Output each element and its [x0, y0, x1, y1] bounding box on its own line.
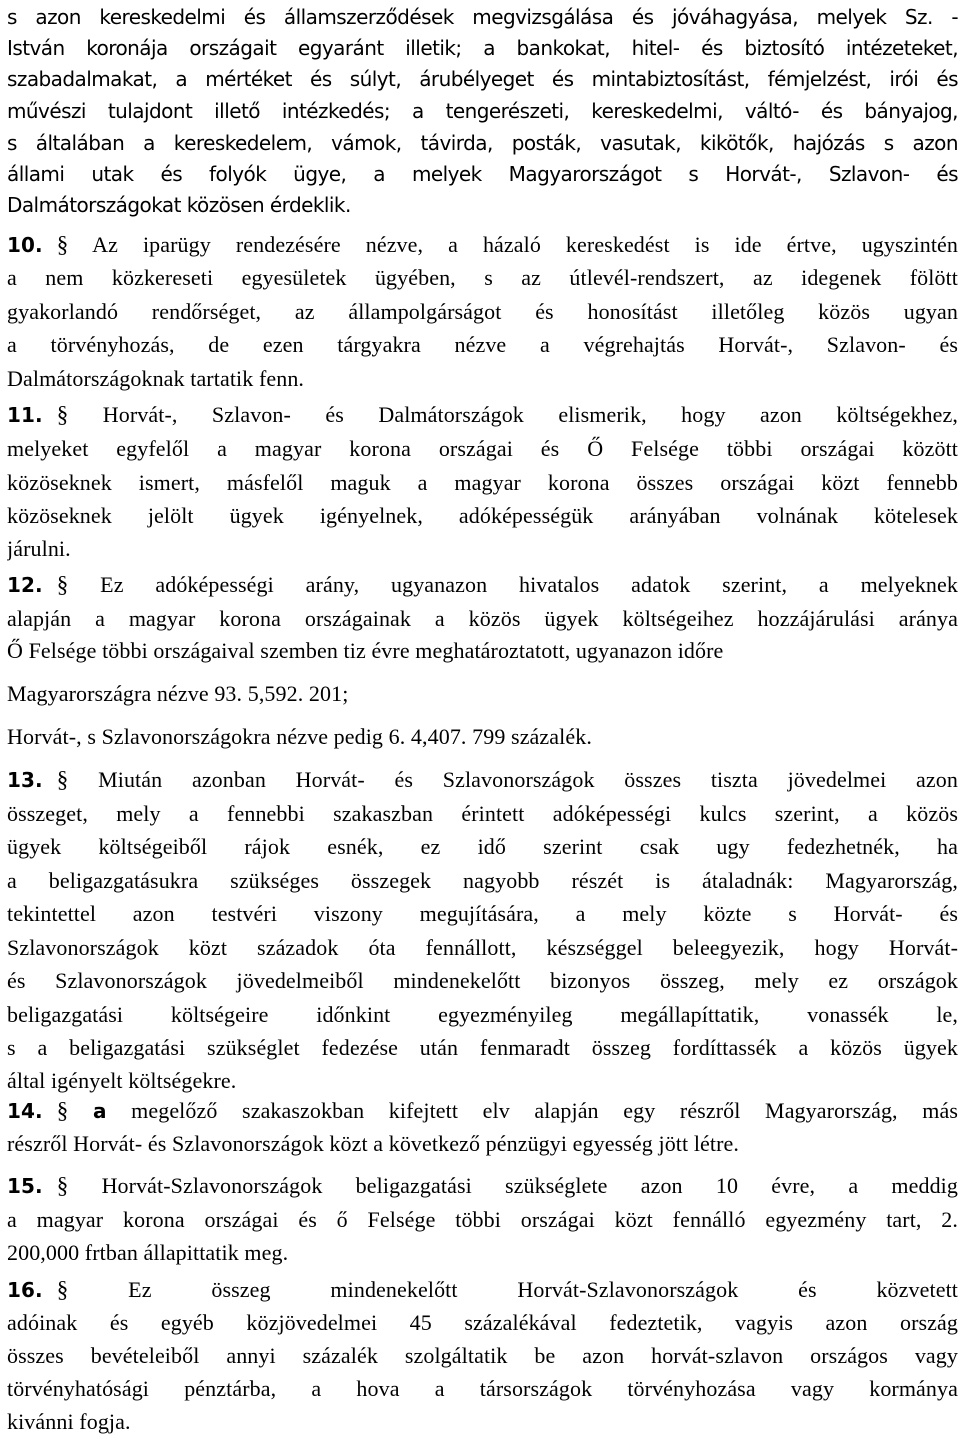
- section-line: ügyek költségeiből rájok esnék, ez idő szerint csak ugy fedezhetnék, ha: [7, 834, 958, 859]
- section-line: alapján a magyar korona országainak a közös ügyek költségeihez hozzájárulási aránya: [7, 606, 958, 631]
- section-line: által igényelt költségekre.: [7, 1068, 237, 1093]
- section-text: Ez összeg mindenekelőtt Horvát-Szlavonországok és közvetett: [128, 1277, 958, 1302]
- section-line: Ő Felsége többi országaival szemben tiz évre meghatároztatott, ugyanazon időre: [7, 638, 724, 663]
- section-lead-word: a: [92, 1099, 107, 1123]
- section-15: [0, 1169, 960, 1275]
- section-number: 15.: [7, 1174, 43, 1198]
- section-line: [7, 763, 958, 797]
- section-line: a nem közkereseti egyesületek ügyében, s az útlevél-rendszert, az idegenek fölött: [7, 265, 958, 290]
- section-line: a beligazgatásukra szükséges összegek nagyobb részét is átaladnák: Magyarország,: [7, 868, 958, 893]
- section-line: összeget, mely a fennebbi szakaszban érintett adóképességi kulcs szerint, a közös: [7, 801, 958, 826]
- section-symbol: §: [56, 572, 69, 597]
- section-line: tekintettel azon testvéri viszony megujítására, a mely közte s Horvát- és: [7, 901, 958, 926]
- section-line: beligazgatási költségeire időnkint egyezményileg megállapíttatik, vonassék le,: [7, 1002, 958, 1027]
- section-line: közöseknek ismert, másfelől maguk a magyar korona összes országai közt fennebb: [7, 470, 958, 495]
- intro-line: István koronája országait egyaránt illetik; a bankokat, hitel- és biztosító intézeteket,: [7, 36, 958, 60]
- section-number: 14.: [7, 1099, 43, 1123]
- intro-line: szabadalmakat, a mértéket és súlyt, árubélyeget és mintabiztosítást, fémjelzést, irói és: [7, 67, 958, 91]
- intro-line: állami utak és folyók ügye, a melyek Magyarországot s Horvát-, Szlavon- és: [7, 162, 958, 186]
- section-line: járulni.: [7, 536, 71, 561]
- section-line: [7, 398, 958, 432]
- section-line: kivánni fogja.: [7, 1409, 131, 1434]
- section-text: Az iparügy rendezésére nézve, a házaló kereskedést is ide értve, ugyszintén: [92, 232, 958, 257]
- section-text: Miután azonban Horvát- és Szlavonországok összes tiszta jövedelmei azon: [98, 767, 958, 792]
- section-subline: Magyarországra nézve 93. 5,592. 201;: [7, 681, 349, 706]
- section-line: részről Horvát- és Szlavonországok közt a következő pénzügyi egyesség jött létre.: [7, 1131, 740, 1156]
- section-line: 200,000 frtban állapittatik meg.: [7, 1240, 289, 1265]
- section-symbol: §: [56, 1098, 69, 1123]
- section-symbol: §: [56, 1173, 69, 1198]
- section-14: [0, 1094, 960, 1166]
- section-subline: Horvát-, s Szlavonországokra nézve pedig 6. 4,407. 799 százalék.: [7, 724, 592, 749]
- section-line: közöseknek jelölt ügyek igényelnek, adóképességük arányában volnának kötelesek: [7, 503, 958, 528]
- section-line: gyakorlandó rendőrséget, az állampolgárságot és honosítást illetőleg közös ugyan: [7, 299, 958, 324]
- section-number: 10.: [7, 233, 43, 257]
- section-13: [0, 763, 960, 1103]
- section-line: [7, 1273, 958, 1307]
- section-symbol: §: [56, 1277, 69, 1302]
- intro-line: s azon kereskedelmi és államszerződések megvizsgálása és jóváhagyása, melyek Sz. -: [7, 5, 958, 29]
- section-line: [7, 1169, 958, 1203]
- section-text: Horvát-Szlavonországok beligazgatási szükséglete azon 10 évre, a meddig: [101, 1173, 958, 1198]
- intro-line: Dalmátországokat közösen érdeklik.: [7, 193, 351, 217]
- intro-line: s általában a kereskedelem, vámok, távirda, posták, vasutak, kikötők, hajózás s azon: [7, 131, 958, 155]
- section-11: [0, 398, 960, 573]
- section-12: [0, 568, 960, 758]
- section-line: a magyar korona országai és ő Felsége többi országai közt fennálló egyezmény tart, 2.: [7, 1207, 958, 1232]
- section-number: 11.: [7, 403, 43, 427]
- section-line: [7, 568, 958, 602]
- section-symbol: §: [56, 232, 69, 257]
- section-line: és Szlavonországok jövedelmeiből mindenekelőtt bizonyos összeg, mely ez országok: [7, 968, 958, 993]
- section-line: [7, 228, 958, 262]
- section-text: Horvát-, Szlavon- és Dalmátországok elismerik, hogy azon költségekhez,: [102, 402, 958, 427]
- section-line: [7, 1094, 958, 1128]
- section-symbol: §: [56, 402, 69, 427]
- section-text: megelőző szakaszokban kifejtett elv alapján egy részről Magyarország, más: [131, 1098, 958, 1123]
- section-symbol: §: [56, 767, 69, 792]
- section-line: Dalmátországoknak tartatik fenn.: [7, 366, 305, 391]
- section-line: a törvényhozás, de ezen tárgyakra nézve a végrehajtás Horvát-, Szlavon- és: [7, 332, 958, 357]
- intro-paragraph: [0, 0, 960, 220]
- section-line: s a beligazgatási szükséglet fedezése után fenmaradt összeg fordíttassék a közös ügyek: [7, 1035, 958, 1060]
- section-number: 13.: [7, 768, 43, 792]
- section-16: [0, 1273, 960, 1434]
- section-line: összes bevételeiből annyi százalék szolgáltatik be azon horvát-szlavon országos vagy: [7, 1343, 958, 1368]
- section-number: 16.: [7, 1278, 43, 1302]
- section-10: [0, 228, 960, 403]
- section-line: adóinak és egyéb közjövedelmei 45 százalékával fedeztetik, vagyis azon ország: [7, 1310, 958, 1335]
- section-line: törvényhatósági pénztárba, a hova a társországok törvényhozása vagy kormánya: [7, 1376, 958, 1401]
- intro-line: művészi tulajdont illető intézkedés; a tengerészeti, kereskedelmi, váltó- és bányajog,: [7, 99, 958, 123]
- section-line: Szlavonországok közt századok óta fennállott, készséggel beleegyezik, hogy Horvát-: [7, 935, 958, 960]
- section-number: 12.: [7, 573, 43, 597]
- section-text: Ez adóképességi arány, ugyanazon hivatalos adatok szerint, a melyeknek: [100, 572, 958, 597]
- section-line: melyeket egyfelől a magyar korona országai és Ő Felsége többi országai között: [7, 436, 958, 461]
